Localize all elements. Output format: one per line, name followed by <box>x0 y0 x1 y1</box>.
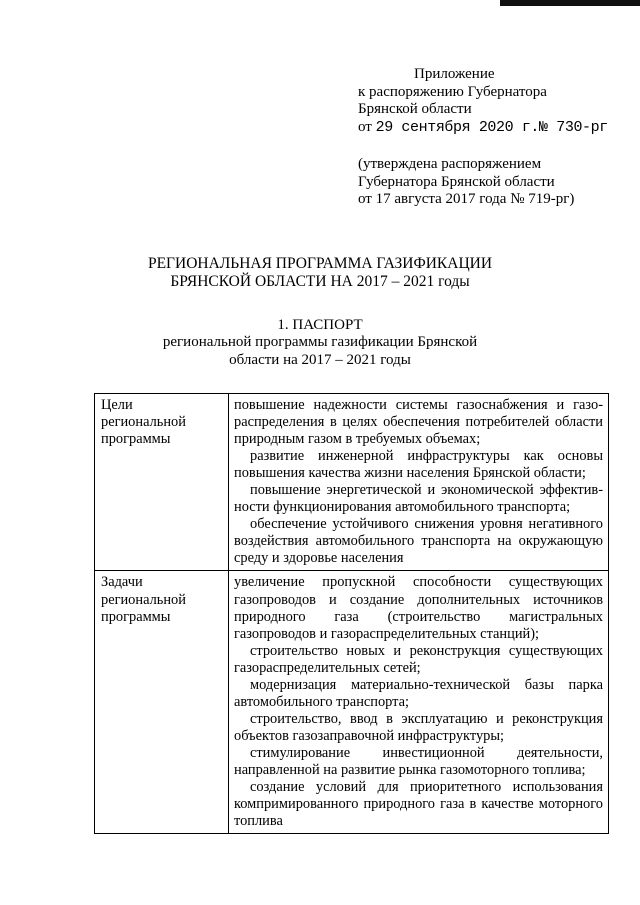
row-label-line: программы <box>101 608 171 625</box>
passport-subtitle-1: региональной программы газификации Брянской <box>162 334 478 351</box>
appendix-date-prefix: от <box>358 118 372 135</box>
passport-subtitle-2: области на 2017 – 2021 годы <box>229 351 411 368</box>
appendix-date-typed: 29 сентября 2020 г.№ 730-рг <box>375 118 608 136</box>
table-row <box>95 394 609 571</box>
table-row <box>95 571 609 834</box>
approved-line-2: Губернатора Брянской области <box>358 173 555 190</box>
program-title-line-2: БРЯНСКОЙ ОБЛАСТИ НА 2017 – 2021 годы <box>170 273 470 290</box>
row-paragraph: строительство новых и реконструкция существующих газораспределительных сетей; <box>234 642 603 676</box>
row-paragraph: развитие инженерной инфраструктуры как основы повышения качества жизни населения Брянской области; <box>234 448 603 482</box>
row-paragraph: увеличение пропускной способности существующих газопроводов и создание дополнительных источников природного газа (строительство магистральных газопроводов и газораспределительных станций); <box>234 574 603 642</box>
appendix-line-1: к распоряжению Губернатора <box>358 83 547 100</box>
appendix-line-2: Брянской области <box>358 101 472 118</box>
row-label-cell <box>95 571 229 834</box>
passport-table <box>94 393 609 834</box>
appendix-block <box>358 66 608 136</box>
row-paragraph: модернизация материально-технической базы парка автомобильного транспорта; <box>234 676 603 710</box>
row-paragraph: обеспечение устойчивого снижения уровня негативного воздействия автомобильного транспорта на окружающую среду и здоровье населения <box>234 516 603 567</box>
passport-heading-block <box>0 317 640 369</box>
row-paragraph: создание условий для приоритетного использования компримированного природного газа в качестве моторного топлива <box>234 779 603 830</box>
row-content-cell <box>229 394 609 571</box>
appendix-title: Приложение <box>414 66 495 82</box>
row-label-line: программы <box>101 431 171 448</box>
row-label-line: Цели <box>101 397 133 413</box>
row-paragraph: повышение энергетической и экономической эффектив-ности функционирования автомобильного транспорта; <box>234 482 603 516</box>
approved-line-1: (утверждена распоряжением <box>358 156 542 172</box>
row-paragraph: стимулирование инвестиционной деятельности, направленной на развитие рынка газомоторного топлива; <box>234 744 603 778</box>
passport-heading: 1. ПАСПОРТ <box>277 317 363 333</box>
program-title-line-1: РЕГИОНАЛЬНАЯ ПРОГРАММА ГАЗИФИКАЦИИ <box>147 255 493 272</box>
row-paragraph: строительство, ввод в эксплуатацию и реконструкция объектов газозаправочной инфраструктуры; <box>234 710 603 744</box>
approved-line-3: от 17 августа 2017 года № 719-рг) <box>358 191 575 208</box>
row-label-line: региональной <box>101 591 186 608</box>
scan-edge-mark <box>500 0 640 6</box>
row-content-cell <box>229 571 609 834</box>
row-label-line: Задачи <box>101 574 143 591</box>
row-label-cell <box>95 394 229 571</box>
program-title <box>0 255 640 291</box>
appendix-date-line <box>358 119 608 137</box>
row-label-line: региональной <box>101 414 186 431</box>
approved-note <box>358 156 574 209</box>
row-paragraph: повышение надежности системы газоснабжения и газо-распределения в целях обеспечения потребителей области природным газом в требуемых объемах; <box>234 397 603 448</box>
